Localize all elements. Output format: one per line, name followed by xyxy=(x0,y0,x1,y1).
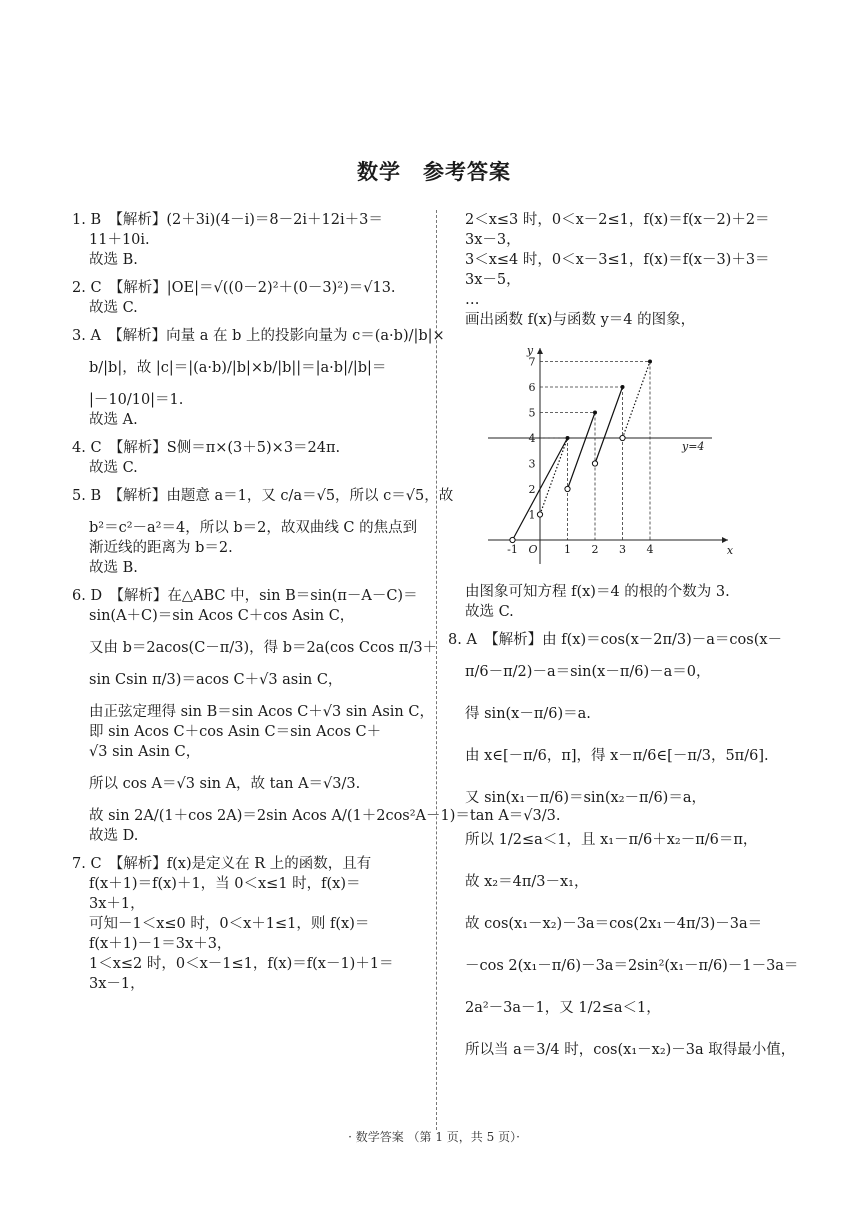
answer-5 xyxy=(72,486,454,578)
answer-line: 画出函数 f(x)与函数 y＝4 的图象， xyxy=(465,312,696,328)
answer-line: 由正弦定理得 sin B＝sin Acos C＋√3 sin Asin C， xyxy=(89,704,434,720)
y-tick-label: 5 xyxy=(528,406,536,420)
graph-segment xyxy=(568,413,596,490)
open-point xyxy=(620,435,625,440)
answer-line: 1＜x≤2 时，0＜x－1≤1，f(x)＝f(x－1)＋1＝ xyxy=(89,956,394,972)
answer-line: 可知－1＜x≤0 时，0＜x＋1≤1，则 f(x)＝ xyxy=(89,916,370,932)
answer-line: sin(A＋C)＝sin Acos C＋cos Asin C， xyxy=(89,608,355,624)
answer-line: 故 cos(x₁－x₂)－3a＝cos(2x₁－4π/3)－3a＝ xyxy=(465,916,763,932)
graph-segment xyxy=(540,438,568,515)
y-axis-label: y xyxy=(526,344,534,357)
open-point xyxy=(565,486,570,491)
y-tick-label: 7 xyxy=(528,355,536,369)
answer-line: 由 x∈[－π/6，π]，得 x－π/6∈[－π/3，5π/6]. xyxy=(465,748,769,764)
answer-7-conclusion xyxy=(448,582,798,622)
answer-1 xyxy=(72,210,427,270)
answer-line: 故选 D. xyxy=(89,828,139,844)
answer-line: 故选 A. xyxy=(89,412,138,428)
answer-line: 8. A 【解析】由 f(x)＝cos(x－2π/3)－a＝cos(x－ xyxy=(448,632,783,648)
x-tick-label: 2 xyxy=(591,543,599,556)
x-tick-label: 1 xyxy=(564,543,571,556)
answer-line: 所以 cos A＝√3 sin A，故 tan A＝√3/3. xyxy=(89,776,361,792)
y-tick-label: 4 xyxy=(528,432,536,445)
y-tick-label: 2 xyxy=(528,483,536,496)
answer-line: 故选 C. xyxy=(89,460,138,476)
answer-line: 7. C 【解析】f(x)是定义在 R 上的函数，且有 xyxy=(72,856,372,872)
column-divider xyxy=(436,210,437,1130)
open-point xyxy=(537,512,542,517)
answer-line: b²＝c²－a²＝4，所以 b＝2，故双曲线 C 的焦点到 xyxy=(89,520,418,536)
x-tick-label: 3 xyxy=(619,543,626,556)
answer-line: 故 x₂＝4π/3－x₁， xyxy=(465,874,589,890)
x-axis-arrow xyxy=(722,537,728,543)
answer-line: sin Csin π/3)＝acos C＋√3 asin C， xyxy=(89,672,343,688)
answer-line: 1. B 【解析】(2＋3i)(4－i)＝8－2i＋12i＋3＝ xyxy=(72,212,383,228)
hline-label: y=4 xyxy=(682,440,705,453)
y-tick-label: 1 xyxy=(528,508,536,522)
closed-point xyxy=(593,411,597,415)
graph-segment xyxy=(623,362,651,439)
answer-line: －cos 2(x₁－π/6)－3a＝2sin²(x₁－π/6)－1－3a＝ xyxy=(465,958,799,974)
y-axis-arrow xyxy=(537,348,543,354)
answer-line: … xyxy=(465,292,480,308)
open-point xyxy=(592,461,597,466)
answer-line: 所以当 a＝3/4 时，cos(x₁－x₂)－3a 取得最小值， xyxy=(465,1042,796,1058)
y-tick-label: 3 xyxy=(528,457,536,471)
answer-line: f(x＋1)＝f(x)＋1，当 0＜x≤1 时，f(x)＝ xyxy=(89,876,361,892)
function-graph xyxy=(480,342,740,570)
right-column xyxy=(448,210,798,1068)
answer-line: 得 sin(x－π/6)＝a. xyxy=(465,706,591,722)
x-tick-label: -1 xyxy=(507,543,518,556)
answer-line: 3x－5， xyxy=(465,272,521,288)
answer-3 xyxy=(72,326,445,430)
answer-line: 5. B 【解析】由题意 a＝1，又 c/a＝√5，所以 c＝√5，故 xyxy=(72,488,454,504)
answer-8 xyxy=(448,630,798,1060)
answer-line: 即 sin Acos C＋cos Asin C＝sin Acos C＋ xyxy=(89,724,382,740)
answer-7-part-2 xyxy=(448,210,798,330)
answer-line: |－10/10|＝1. xyxy=(89,392,184,408)
answer-line: f(x＋1)－1＝3x＋3， xyxy=(89,936,232,952)
open-point xyxy=(510,537,515,542)
page-title: 数学 参考答案 xyxy=(357,160,511,184)
answer-line: 由图象可知方程 f(x)＝4 的根的个数为 3. xyxy=(465,584,730,600)
answer-line: 3x＋1， xyxy=(89,896,145,912)
answer-2 xyxy=(72,278,427,318)
answer-line: 故选 C. xyxy=(465,604,514,620)
answer-line: 2. C 【解析】|OE|＝√((0－2)²＋(0－3)²)＝√13. xyxy=(72,280,396,296)
x-tick-label: 4 xyxy=(646,543,654,556)
answer-line: 3＜x≤4 时，0＜x－3≤1，f(x)＝f(x－3)＋3＝ xyxy=(465,252,770,268)
answer-line: 4. C 【解析】S侧＝π×(3＋5)×3＝24π. xyxy=(72,440,341,456)
answer-line: π/6－π/2)－a＝sin(x－π/6)－a＝0， xyxy=(465,664,711,680)
closed-point xyxy=(648,360,652,364)
answer-line: b/|b|，故 |c|＝|(a·b)/|b|×b/|b||＝|a·b|/|b|＝ xyxy=(89,360,387,376)
answer-line: 故选 C. xyxy=(89,300,138,316)
answer-line: 6. D 【解析】在△ABC 中，sin B＝sin(π－A－C)＝ xyxy=(72,588,418,604)
answer-line: √3 sin Asin C， xyxy=(89,744,201,760)
answer-line: 故选 B. xyxy=(89,560,138,576)
answer-line: 2a²－3a－1，又 1/2≤a＜1， xyxy=(465,1000,661,1016)
answer-line: 所以 1/2≤a＜1，且 x₁－π/6＋x₂－π/6＝π， xyxy=(465,832,758,848)
answer-line: 故选 B. xyxy=(89,252,138,268)
answer-line: 又 sin(x₁－π/6)＝sin(x₂－π/6)＝a， xyxy=(465,790,706,806)
graph-segment xyxy=(595,387,623,464)
y-tick-label: 6 xyxy=(528,381,536,394)
closed-point xyxy=(621,385,625,389)
answer-line: 3. A 【解析】向量 a 在 b 上的投影向量为 c＝(a·b)/|b|× xyxy=(72,328,445,344)
answer-4 xyxy=(72,438,427,478)
page-footer: · 数学答案 （第 1 页，共 5 页）· xyxy=(348,1130,520,1144)
answer-7-part-1 xyxy=(72,854,427,994)
answer-line: 3x－1， xyxy=(89,976,145,992)
answer-line: 故 sin 2A/(1＋cos 2A)＝2sin Acos A/(1＋2cos²A－1)＝tan A＝√3/3. xyxy=(89,808,561,824)
answer-line: 11＋10i. xyxy=(89,232,150,248)
closed-point xyxy=(566,436,570,440)
x-axis-label: x xyxy=(726,544,734,557)
answer-line: 渐近线的距离为 b＝2. xyxy=(89,540,233,556)
answer-line: 3x－3， xyxy=(465,232,521,248)
answer-line: 2＜x≤3 时，0＜x－2≤1，f(x)＝f(x－2)＋2＝ xyxy=(465,212,770,228)
origin-label: O xyxy=(528,543,538,556)
answer-line: 又由 b＝2acos(C－π/3)，得 b＝2a(cos Ccos π/3＋ xyxy=(89,640,438,656)
